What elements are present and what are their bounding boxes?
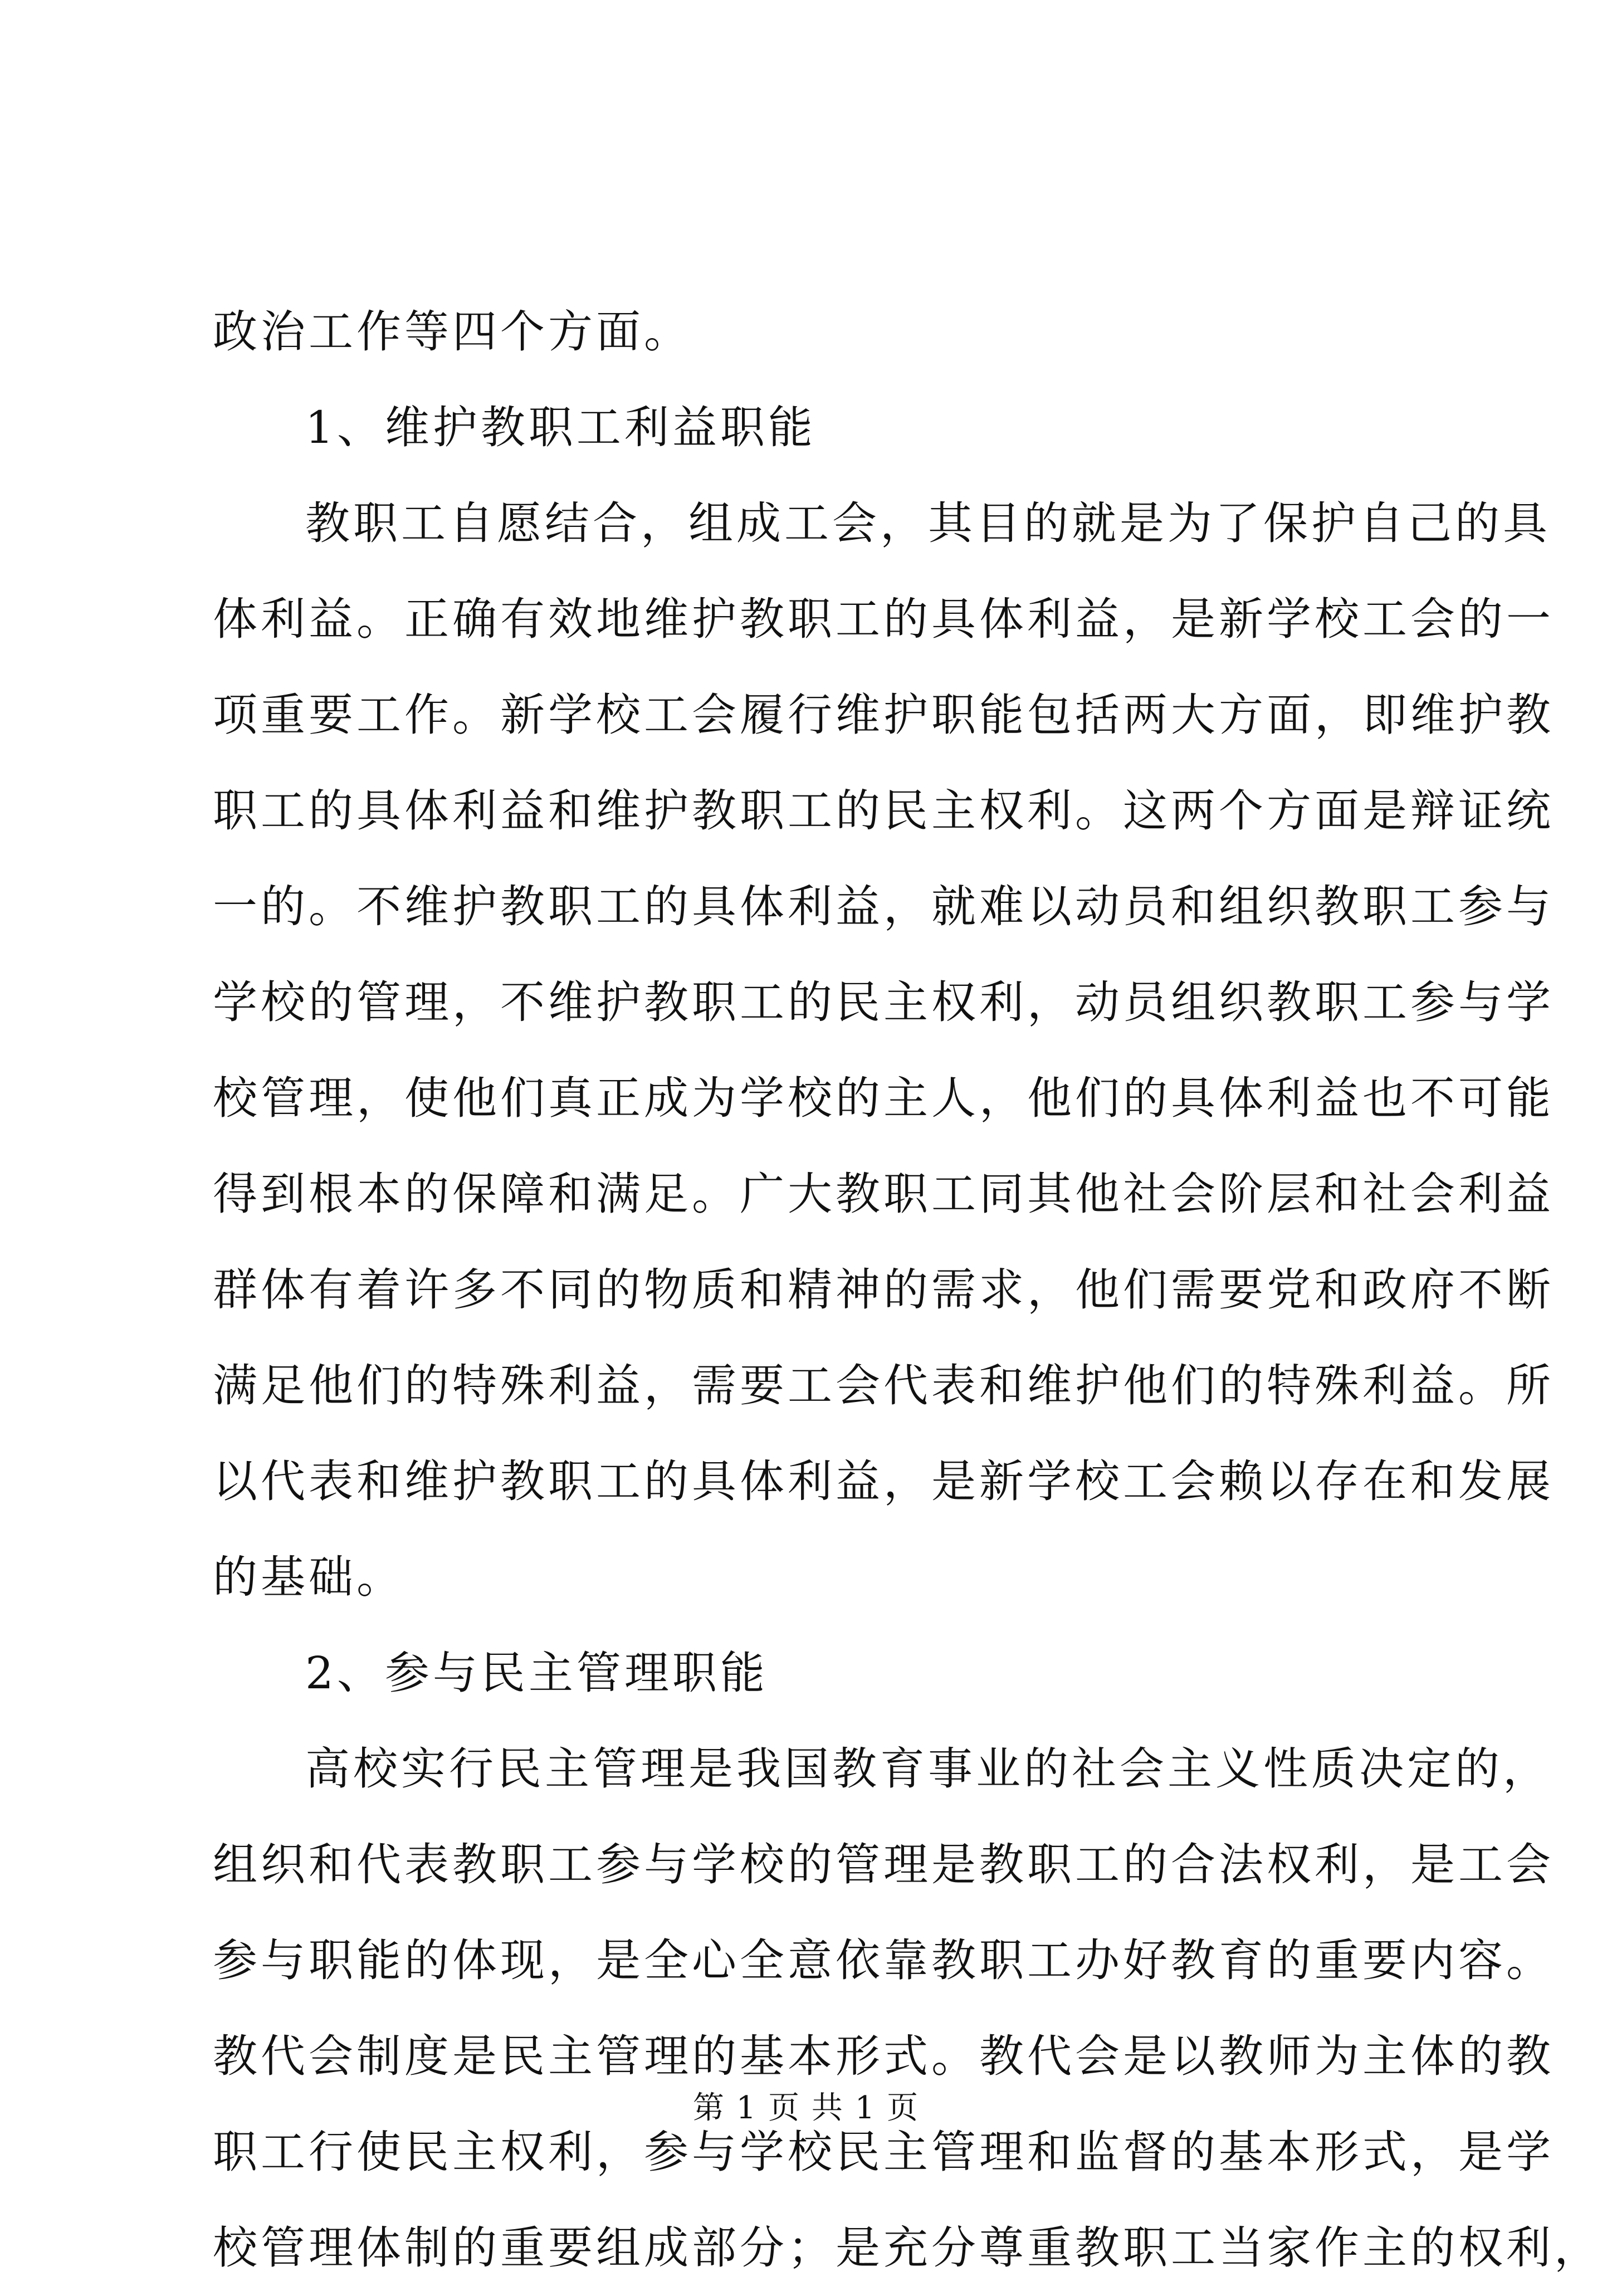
text-line: 职工的具体利益和维护教职工的民主权利。这两个方面是辩证统: [213, 785, 1554, 837]
text-line: 一的。不维护教职工的具体利益，就难以动员和组织教职工参与: [213, 881, 1554, 932]
text-line: 参与职能的体现，是全心全意依靠教职工办好教育的重要内容。: [213, 1934, 1554, 1986]
section-heading: 2、参与民主管理职能: [305, 1647, 768, 1699]
text-line: 得到根本的保障和满足。广大教职工同其他社会阶层和社会利益: [213, 1168, 1554, 1220]
text-line: 满足他们的特殊利益，需要工会代表和维护他们的特殊利益。所: [213, 1360, 1554, 1411]
text-line: 校管理，使他们真正成为学校的主人，他们的具体利益也不可能: [213, 1072, 1554, 1124]
text-line: 教代会制度是民主管理的基本形式。教代会是以教师为主体的教: [213, 2030, 1554, 2082]
text-line: 项重要工作。新学校工会履行维护职能包括两大方面，即维护教: [213, 689, 1554, 741]
page-number-footer: 第 1 页 共 1 页: [692, 2090, 920, 2126]
paragraph-first-line: 高校实行民主管理是我国教育事业的社会主义性质决定的，: [305, 1743, 1551, 1795]
text-line: 校管理体制的重要组成部分；是充分尊重教职工当家作主的权利，: [213, 2222, 1602, 2274]
section-heading: 1、维护教职工利益职能: [305, 402, 816, 453]
text-line: 的基础。: [213, 1551, 404, 1603]
document-body: [213, 284, 1602, 2296]
text-line: 职工行使民主权利，参与学校民主管理和监督的基本形式，是学: [213, 2126, 1554, 2178]
text-line: 以代表和维护教职工的具体利益，是新学校工会赖以存在和发展: [213, 1455, 1554, 1507]
text-line: 体利益。正确有效地维护教职工的具体利益，是新学校工会的一: [213, 593, 1554, 645]
text-line: 组织和代表教职工参与学校的管理是教职工的合法权利，是工会: [213, 1839, 1554, 1890]
text-line: 群体有着许多不同的物质和精神的需求，他们需要党和政府不断: [213, 1264, 1554, 1316]
text-line: 政治工作等四个方面。: [213, 306, 692, 358]
text-line: 学校的管理，不维护教职工的民主权利，动员组织教职工参与学: [213, 976, 1554, 1028]
paragraph-first-line: 教职工自愿结合，组成工会，其目的就是为了保护自己的具: [305, 497, 1551, 549]
